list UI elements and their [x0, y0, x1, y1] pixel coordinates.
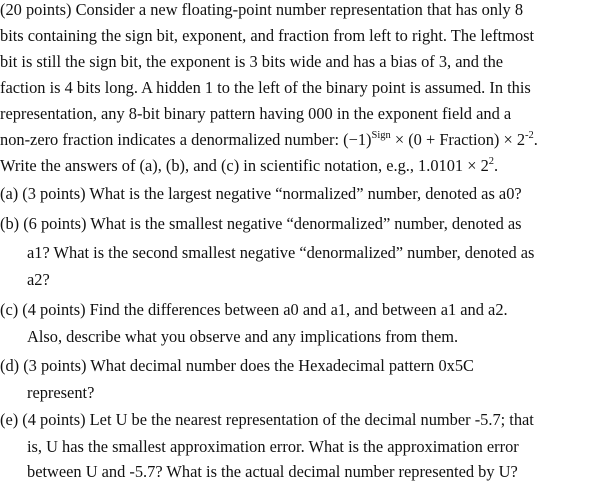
question-e-line-2: is, U has the smallest approximation error. What is the approximation error — [27, 437, 519, 456]
example-prefix: Write the answers of (a), (b), and (c) in scientific notation, e.g., 1.0101 × 2 — [0, 156, 489, 175]
intro-line-1: (20 points) Consider a new floating-point number representation that has only 8 — [0, 0, 524, 19]
question-b-line-1: (b) (6 points) What is the smallest negative “denormalized” number, denoted as — [0, 214, 522, 233]
example-period: . — [494, 156, 499, 175]
question-a: (a) (3 points) What is the largest negative “normalized” number, denoted as a0? — [0, 184, 522, 203]
question-d-line-2: represent? — [27, 383, 95, 402]
intro-line-4: faction is 4 bits long. A hidden 1 to the left of the binary point is assumed. In this — [0, 78, 531, 97]
question-c-line-1: (c) (4 points) Find the differences between a0 and a1, and between a1 and a2. — [0, 300, 508, 319]
sign-exponent: Sign — [371, 129, 391, 141]
question-e-line-1: (e) (4 points) Let U be the nearest representation of the decimal number -5.7; that — [0, 410, 534, 429]
intro-line-3: bit is still the sign bit, the exponent is 3 bits wide and has a bias of 3, and the — [0, 52, 504, 71]
intro-line-5: representation, any 8-bit binary pattern having 000 in the exponent field and a — [0, 104, 512, 123]
question-d-line-1: (d) (3 points) What decimal number does the Hexadecimal pattern 0x5C — [0, 356, 474, 375]
example-exponent: 2 — [488, 155, 495, 167]
formula-period: . — [533, 130, 538, 149]
power-exponent: -2 — [525, 129, 534, 141]
formula-middle: × (0 + Fraction) × 2 — [390, 130, 526, 149]
intro-line-6 — [0, 130, 538, 150]
question-b-line-2: a1? What is the second smallest negative “denormalized” number, denoted as — [27, 243, 535, 262]
question-b-line-3: a2? — [27, 270, 50, 289]
intro-line-2: bits containing the sign bit, exponent, and fraction from left to right. The leftmost — [0, 26, 535, 45]
question-c-line-2: Also, describe what you observe and any implications from them. — [27, 327, 459, 346]
intro-line-7 — [0, 156, 498, 176]
question-e-line-3: between U and -5.7? What is the actual decimal number represented by U? — [27, 462, 518, 481]
formula-prefix: non-zero fraction indicates a denormalized number: (−1) — [0, 130, 372, 149]
